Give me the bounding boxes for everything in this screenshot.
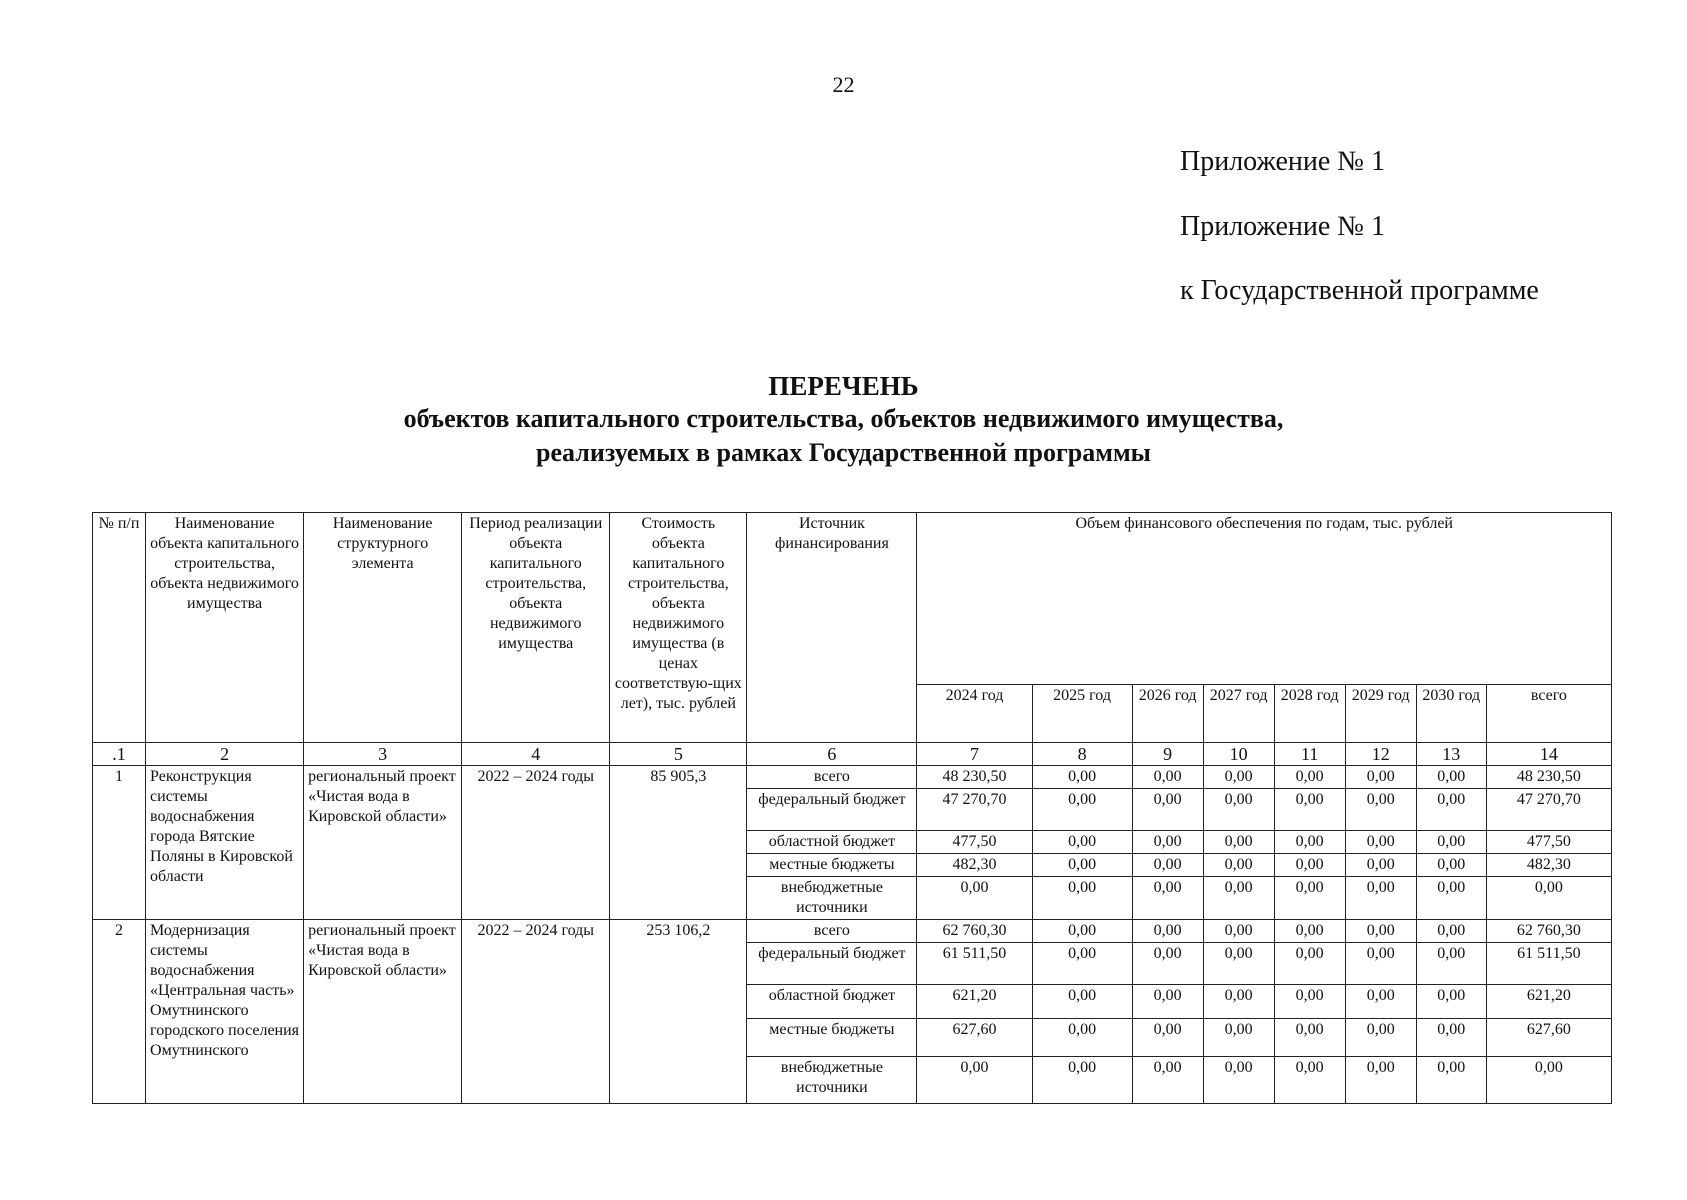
funding-value: 627,60 [917,1019,1032,1057]
header-year: 2030 год [1416,685,1486,743]
column-number: 12 [1345,743,1416,766]
funding-value: 0,00 [1274,877,1345,920]
funding-value: 0,00 [1032,1019,1132,1057]
appendix-program-ref: к Государственной программе [1180,275,1539,306]
funding-value: 477,50 [917,831,1032,854]
structural-element: региональный проект «Чистая вода в Кировской области» [304,766,462,920]
funding-value: 0,00 [1345,766,1416,789]
funding-value: 0,00 [1345,1019,1416,1057]
funding-value: 0,00 [1203,831,1274,854]
funding-value: 0,00 [1132,985,1203,1019]
header-element: Наименование структурного элемента [304,513,462,743]
header-source: Источник финансирования [747,513,917,743]
appendix-label-repeat: Приложение № 1 [1180,211,1385,242]
funding-value: 0,00 [1274,943,1345,985]
funding-source: всего [747,766,917,789]
column-number: 6 [747,743,917,766]
structural-element: региональный проект «Чистая вода в Кировской области» [304,920,462,1104]
funding-total: 48 230,50 [1486,766,1611,789]
object-number: 1 [93,766,146,920]
funding-value: 0,00 [1274,920,1345,943]
funding-source: федеральный бюджет [747,943,917,985]
objects-table [92,512,1612,1104]
funding-source: внебюджетные источники [747,1057,917,1104]
funding-value: 0,00 [1345,1057,1416,1104]
column-number: 11 [1274,743,1345,766]
funding-value: 0,00 [1274,854,1345,877]
funding-total: 482,30 [1486,854,1611,877]
funding-source: федеральный бюджет [747,789,917,831]
funding-source: областной бюджет [747,831,917,854]
funding-value: 0,00 [1345,831,1416,854]
funding-value: 0,00 [1416,854,1486,877]
title-line-3: реализуемых в рамках Государственной программы [536,438,1151,467]
funding-value: 48 230,50 [917,766,1032,789]
funding-total: 477,50 [1486,831,1611,854]
funding-value: 0,00 [1132,943,1203,985]
column-number: 7 [917,743,1032,766]
funding-total: 47 270,70 [1486,789,1611,831]
funding-value: 0,00 [1203,854,1274,877]
header-funding: Объем финансового обеспечения по годам, тыс. рублей [917,513,1612,685]
funding-value: 0,00 [917,877,1032,920]
funding-value: 0,00 [1416,766,1486,789]
column-number: 14 [1486,743,1611,766]
funding-value: 0,00 [1132,831,1203,854]
funding-value: 0,00 [1032,854,1132,877]
header-year: 2029 год [1345,685,1416,743]
funding-value: 61 511,50 [917,943,1032,985]
column-number: 8 [1032,743,1132,766]
document-title [0,370,1687,470]
column-number: 10 [1203,743,1274,766]
funding-value: 47 270,70 [917,789,1032,831]
object-name: Модернизация системы водоснабжения «Центральная часть» Омутнинского городского поселения Омутнинского [146,920,304,1104]
funding-value: 0,00 [1274,831,1345,854]
funding-value: 0,00 [1274,1057,1345,1104]
funding-value: 0,00 [1345,920,1416,943]
funding-value: 0,00 [1416,985,1486,1019]
funding-total: 621,20 [1486,985,1611,1019]
column-number-row [93,743,1612,766]
funding-value: 0,00 [1416,943,1486,985]
header-object: Наименование объекта капитального строительства, объекта недвижимого имущества [146,513,304,743]
column-number: 3 [304,743,462,766]
object-name: Реконструкция системы водоснабжения города Вятские Поляны в Кировской области [146,766,304,920]
funding-total: 62 760,30 [1486,920,1611,943]
funding-value: 482,30 [917,854,1032,877]
funding-value: 0,00 [1416,1019,1486,1057]
funding-value: 0,00 [1032,920,1132,943]
header-year: 2026 год [1132,685,1203,743]
funding-source: местные бюджеты [747,1019,917,1057]
funding-source: внебюджетные источники [747,877,917,920]
funding-total: 0,00 [1486,1057,1611,1104]
header-year: 2027 год [1203,685,1274,743]
funding-value: 0,00 [1032,1057,1132,1104]
title-line-2: объектов капитального строительства, объектов недвижимого имущества, [403,404,1284,433]
funding-source: областной бюджет [747,985,917,1019]
implementation-period: 2022 – 2024 годы [462,766,610,920]
funding-value: 0,00 [1203,920,1274,943]
header-num: № п/п [93,513,146,743]
column-number: 5 [610,743,747,766]
funding-value: 0,00 [1416,789,1486,831]
funding-value: 0,00 [1416,1057,1486,1104]
funding-value: 0,00 [1274,985,1345,1019]
header-year: 2025 год [1032,685,1132,743]
funding-source: местные бюджеты [747,854,917,877]
funding-value: 0,00 [1132,789,1203,831]
funding-value: 0,00 [1345,943,1416,985]
funding-value: 0,00 [1345,877,1416,920]
funding-value: 0,00 [1345,789,1416,831]
header-year: 2024 год [917,685,1032,743]
header-period: Период реализации объекта капитального строительства, объекта недвижимого имущества [462,513,610,743]
funding-total: 627,60 [1486,1019,1611,1057]
funding-value: 0,00 [1132,854,1203,877]
page-number: 22 [832,72,855,97]
funding-value: 0,00 [1032,877,1132,920]
funding-value: 0,00 [1203,877,1274,920]
funding-value: 0,00 [917,1057,1032,1104]
column-number: .1 [93,743,146,766]
table-row [93,920,1612,943]
funding-value: 0,00 [1203,789,1274,831]
funding-value: 621,20 [917,985,1032,1019]
table-row [93,766,1612,789]
column-number: 13 [1416,743,1486,766]
funding-source: всего [747,920,917,943]
funding-value: 0,00 [1032,766,1132,789]
funding-value: 0,00 [1416,831,1486,854]
column-number: 9 [1132,743,1203,766]
funding-value: 0,00 [1032,831,1132,854]
funding-value: 0,00 [1203,943,1274,985]
funding-value: 0,00 [1132,766,1203,789]
funding-value: 62 760,30 [917,920,1032,943]
funding-value: 0,00 [1132,920,1203,943]
object-cost: 253 106,2 [610,920,747,1104]
funding-value: 0,00 [1416,920,1486,943]
funding-value: 0,00 [1032,789,1132,831]
title-main: ПЕРЕЧЕНЬ [768,371,919,401]
object-number: 2 [93,920,146,1104]
funding-value: 0,00 [1032,943,1132,985]
funding-value: 0,00 [1132,1019,1203,1057]
funding-value: 0,00 [1132,1057,1203,1104]
funding-value: 0,00 [1203,766,1274,789]
funding-value: 0,00 [1345,985,1416,1019]
funding-value: 0,00 [1274,766,1345,789]
funding-value: 0,00 [1032,985,1132,1019]
column-number: 2 [146,743,304,766]
header-year: 2028 год [1274,685,1345,743]
funding-total: 0,00 [1486,877,1611,920]
header-total: всего [1486,685,1611,743]
appendix-label: Приложение № 1 [1180,146,1385,177]
funding-value: 0,00 [1203,985,1274,1019]
funding-value: 0,00 [1416,877,1486,920]
implementation-period: 2022 – 2024 годы [462,920,610,1104]
funding-value: 0,00 [1203,1057,1274,1104]
funding-value: 0,00 [1132,877,1203,920]
header-cost: Стоимость объекта капитального строительства, объекта недвижимого имущества (в ценах соответствую-щих лет), тыс. рублей [610,513,747,743]
column-number: 4 [462,743,610,766]
funding-total: 61 511,50 [1486,943,1611,985]
funding-value: 0,00 [1274,789,1345,831]
object-cost: 85 905,3 [610,766,747,920]
funding-value: 0,00 [1274,1019,1345,1057]
funding-value: 0,00 [1345,854,1416,877]
funding-value: 0,00 [1203,1019,1274,1057]
